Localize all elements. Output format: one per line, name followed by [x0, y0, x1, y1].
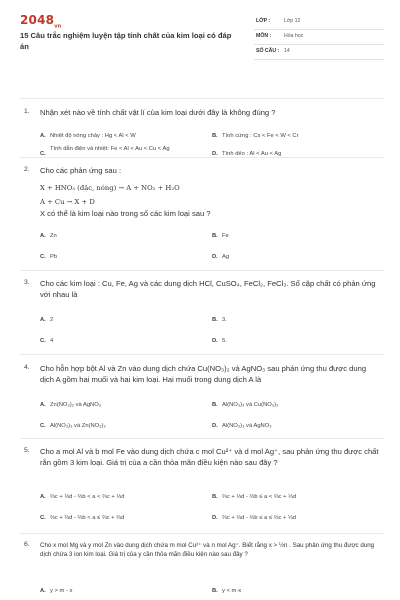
meta-row-subject — [254, 30, 384, 45]
option-text: y > m - x — [50, 588, 73, 594]
logo-text: 2048 — [20, 13, 55, 27]
option-label: B. — [212, 402, 218, 408]
option-label: A. — [40, 494, 46, 500]
option-text: Al(NO₃)₃ và Cu(NO₃)₂ — [222, 402, 279, 408]
option-text: 2 — [50, 317, 54, 323]
meta-value: Lớp 12 — [284, 18, 301, 24]
option-label: C. — [40, 515, 46, 521]
option-label: B. — [212, 588, 218, 594]
option-label: A. — [40, 317, 46, 323]
option-label: B. — [212, 133, 218, 139]
divider — [20, 438, 384, 439]
meta-table — [254, 15, 384, 60]
option-label: D. — [212, 515, 218, 521]
divider — [20, 98, 384, 99]
option-text: Ag — [222, 254, 230, 260]
question-number: 3. — [24, 279, 30, 286]
option-text: ⅔c + ⅓d - ⅔b ≤ a ≤ ⅔c + ⅓d — [222, 515, 297, 521]
question-text: Cho các phản ứng sau : — [40, 166, 122, 175]
divider — [20, 157, 384, 158]
option-label: D. — [212, 423, 218, 429]
meta-key: MÔN : — [256, 33, 272, 39]
option-label: A. — [40, 588, 46, 594]
option-text: y < m·x — [222, 588, 242, 594]
site-logo[interactable] — [20, 13, 61, 29]
meta-row-count — [254, 45, 384, 60]
option-label: C. — [40, 254, 46, 260]
option-label: A. — [40, 133, 46, 139]
reaction-equation: X + HNO₃ (đặc, nóng) → A + NO₂ + H₂O — [40, 184, 180, 192]
option-text: Tính dẫn điện và nhiệt: Fe < Al < Au < Cu < Ag — [50, 146, 170, 152]
option-label: D. — [212, 338, 218, 344]
option-label: A. — [40, 233, 46, 239]
option-text: Tính dẻo : Al < Au < Ag — [222, 151, 282, 157]
option-label: B. — [212, 494, 218, 500]
question-text: Cho hỗn hợp bột Al và Zn vào dung dịch chứa Cu(NO₃)₂ và AgNO₃ sau phản ứng thu được dung dịch A gồm hai muối và hai kim loại. Hai muối trong dung dịch A là — [40, 364, 367, 384]
divider — [20, 354, 384, 355]
option-label: D. — [212, 151, 218, 157]
option-text: Al(NO₃)₃ và AgNO₃ — [222, 423, 272, 429]
divider — [20, 533, 384, 534]
question-number: 2. — [24, 166, 30, 173]
option-text: Pb — [50, 254, 58, 260]
meta-value: Hóa học — [284, 33, 304, 39]
question-number: 6. — [24, 541, 30, 548]
question-number: 4. — [24, 364, 30, 371]
option-text: Nhiệt độ nóng chảy : Hg < Al < W — [50, 133, 136, 139]
option-text: ⅔c + ⅓d - ⅔b < a ≤ ⅔c + ⅓d — [50, 515, 125, 521]
option-label: B. — [212, 233, 218, 239]
document-title: 15 Câu trắc nghiệm luyện tập tính chất của kim loại có đáp án — [20, 31, 232, 51]
option-label: B. — [212, 317, 218, 323]
question-text: Cho x mol Mg và y mol Zn vào dung dịch chứa m mol Cu²⁺ và n mol Ag⁺. Biết rằng x > ½n . Sau phản ứng thu được dung dịch chứa 3 ion kim loại. Giá trị của y cần thỏa mãn điều kiện nào sau đây ? — [40, 542, 375, 558]
option-label: D. — [212, 254, 218, 260]
option-label: C. — [40, 151, 46, 157]
option-text: Zn — [50, 233, 57, 239]
option-text: ⅔c + ⅓d - ⅔b ≤ a < ⅔c + ⅓d — [222, 494, 297, 500]
logo-suffix: vn — [54, 23, 62, 30]
question-number: 1. — [24, 108, 30, 115]
document-header — [0, 0, 400, 62]
option-text: Zn(NO₃)₂ và AgNO₃ — [50, 402, 102, 408]
option-text: 3. — [222, 317, 227, 323]
question-number: 5. — [24, 447, 30, 454]
question-text: Cho các kim loại : Cu, Fe, Ag và các dung dịch HCl, CuSO₄, FeCl₂, FeCl₃. Số cặp chất có phản ứng với nhau là — [40, 279, 376, 299]
option-text: Al(NO₃)₃ và Zn(NO₃)₂ — [50, 423, 106, 429]
option-label: A. — [40, 402, 46, 408]
question-text: Nhận xét nào về tính chất vật lí của kim loại dưới đây là không đúng ? — [40, 108, 276, 117]
option-text: Tính cứng : Cs < Fe < W < Cr — [222, 133, 299, 139]
divider — [20, 270, 384, 271]
meta-key: SỐ CÂU : — [256, 48, 280, 54]
option-text: 4 — [50, 338, 54, 344]
meta-key: LỚP : — [256, 18, 271, 24]
option-text: ⅔c + ⅓d - ⅔b < a < ⅔c + ⅓d — [50, 494, 125, 500]
reaction-equation: A + Cu → X + D — [40, 198, 95, 206]
option-text: 5. — [222, 338, 227, 344]
question-text: Cho a mol Al và b mol Fe vào dung dịch chứa c mol Cu²⁺ và d mol Ag⁺, sau phản ứng thu được chất rắn gồm 3 kim loại. Giá trị của a cần thỏa mãn điều kiện nào sau đây ? — [40, 447, 379, 467]
meta-row-class — [254, 15, 384, 30]
option-label: C. — [40, 338, 46, 344]
option-text: Fe — [222, 233, 229, 239]
meta-value: 14 — [284, 48, 290, 54]
option-label: C. — [40, 423, 46, 429]
question-prompt: X có thể là kim loại nào trong số các kim loại sau ? — [40, 209, 211, 218]
